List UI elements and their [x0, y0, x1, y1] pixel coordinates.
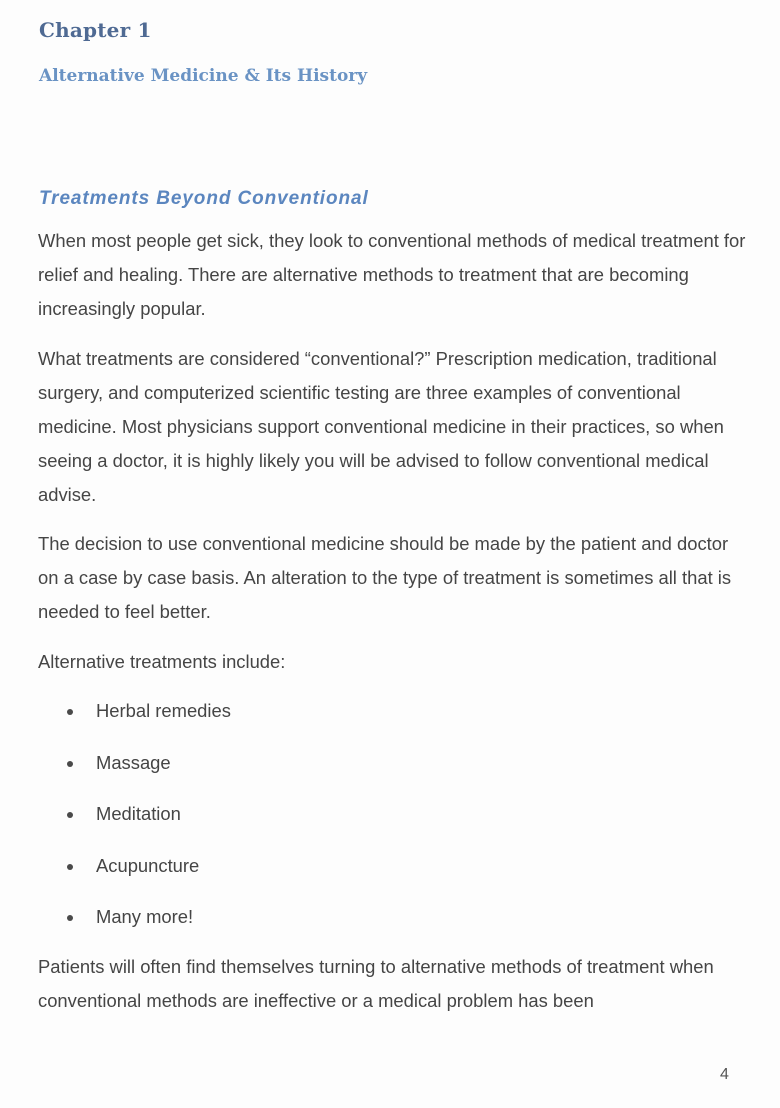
list-item-label: Herbal remedies — [96, 700, 231, 721]
list-item-label: Acupuncture — [96, 854, 200, 876]
list-item-label: Many more! — [96, 906, 194, 927]
bullet-icon — [67, 709, 73, 715]
bullet-icon — [67, 864, 73, 870]
page-number: 4 — [720, 1066, 729, 1083]
paragraph: When most people get sick, they look to conventional methods of medical treatment for relief and healing. There are alternative methods to treatment that are becoming increasingly popular. — [38, 230, 746, 319]
bullet-icon — [67, 915, 73, 921]
paragraph: Patients will often find themselves turning to alternative methods of treatment when conventional methods are ineffective or a medical problem has been — [38, 956, 714, 1011]
section-heading: Treatments Beyond Conventional — [39, 188, 369, 209]
paragraph: The decision to use conventional medicine should be made by the patient and doctor on a case by case basis. An alteration to the type of treatment is sometimes all that is needed to feel better. — [38, 533, 732, 622]
bullet-icon — [67, 812, 73, 818]
list-item-label: Massage — [96, 751, 171, 773]
chapter-title: Alternative Medicine & Its History — [39, 66, 368, 86]
paragraph: What treatments are considered “conventional?” Prescription medication, traditional surgery, and computerized scientific testing are three examples of conventional medicine. Most physicians support conventional medicine in their practices, so when seeing a doctor, it is highly likely you will be advised to follow conventional medical advise. — [38, 348, 724, 505]
list-item-label: Meditation — [96, 803, 181, 824]
bullet-icon — [67, 761, 73, 767]
list-intro: Alternative treatments include: — [38, 651, 286, 672]
chapter-label: Chapter 1 — [39, 18, 152, 42]
